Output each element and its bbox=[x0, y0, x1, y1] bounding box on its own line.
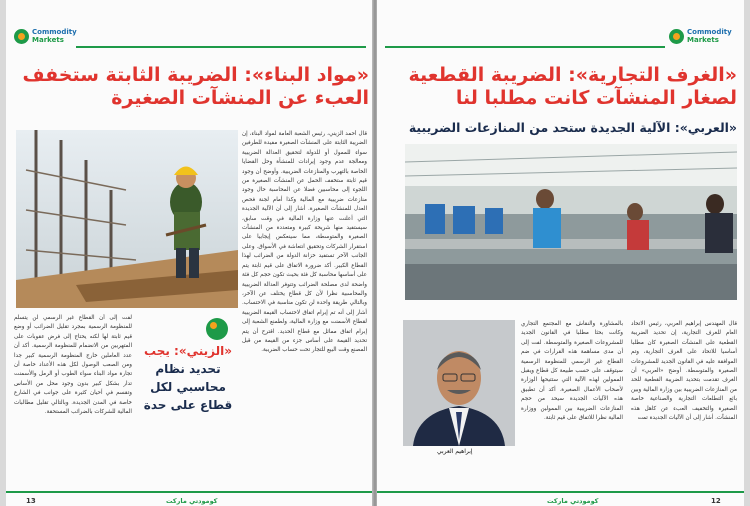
pull-quote bbox=[136, 342, 240, 414]
workshop-photo bbox=[405, 144, 737, 300]
article-column-left: بالمشاورة والنقاش مع المجتمع التجاري وكانت بحثا مطلبا في القانون الجديد للمشروعات الصغيرة والمتوسطة. لفت إلى أن مدى مساهمة هذه القرارات في ضم القطاع غير الرسمي للمنظومة الرسمية سيتوقف على حسب طبيعة كل قطاع ويقبل الممولين لهذه الآلية التي ستتيحها الوزارة لأصحاب الأعمال الصغيرة. أكد أن تطبيق هذه الآليات الجديدة سيحد من حجم المنازعات الضريبية بين الممولين ووزارة المالية نظرا للاتفاق على قيم ثابتة. bbox=[521, 321, 623, 422]
article-column-right: قال المهندس إبراهيم العربي، رئيس الاتحاد العام للغرف التجارية، إن تحديد الضريبة القطعية على المنشآت الصغيرة كان مطلبا أساسيا للاتحاد على الغرف التجارية، وتم الموافقة عليه في القانون الجديد للمشروعات الصغيرة والمتوسطة. أوضح «العربي» أن الغرف تقدمت بتحديد الضريبة القطعية للحد من المنازعات الضريبية بين وزارة المالية وبين بائع التطلعات التجارية والصناعية خاصة الصغيرة والتخفيف العبء عن كاهل هذه المنشآت. أشار إلى أن الآليات الجديدة تمت bbox=[631, 321, 737, 422]
article-column-left: لفت إلى أن القطاع غير الرسمي لن يتسلم للمنظومة الرسمية بمجرد تقليل الضرائب أو وضع قيم ثابتة لها لكنه يحتاج إلى فرض عقوبات على المتهربين من الانضمام للمنظومة الرسمية. أكد أن عدد العاملين خارج المنظومة الرسمية كبير جدا ومن الصعب الوصول لكل هذه الأعداد خاصة أن تجارة مواد البناء سواء الطوب أو الرمل والأسمنت تدار بشكل كبير بدون وجود محل من الأساس وتقسم في أحيان كثيرة على جوانب في الشارع خاصة في المدن الجديدة. وبالتالي تقليل مطالبات المالية للشركات بالضرائب المستحقة. bbox=[14, 315, 132, 416]
pull-quote-speaker: «الزيني»: يجب bbox=[144, 344, 232, 358]
portrait-caption: إبراهيم العربي bbox=[437, 448, 473, 455]
headline: «مواد البناء»: الضريبة الثابتة ستخفف العبء عن المنشآت الصغيرة bbox=[22, 64, 369, 109]
left-page bbox=[6, 0, 373, 506]
subheadline: «العربي»: الآلية الجديدة ستحد من المنازعات الضريبية bbox=[408, 120, 737, 135]
quote-gear-icon bbox=[206, 318, 228, 340]
brand-line1: Commodity bbox=[32, 28, 77, 36]
footer-brand: كومودتي ماركت bbox=[166, 497, 218, 505]
right-page bbox=[377, 0, 744, 506]
header-rule bbox=[385, 46, 665, 48]
footer-rule bbox=[6, 471, 373, 489]
page-number: 12 bbox=[711, 497, 721, 505]
gear-logo-icon bbox=[14, 29, 29, 44]
header-rule bbox=[76, 46, 366, 48]
page-number: 13 bbox=[26, 497, 36, 505]
footer-rule bbox=[377, 471, 744, 489]
footer-brand: كومودتي ماركت bbox=[547, 497, 599, 505]
headline: «الغرف التجارية»: الضريبة القطعية لصغار المنشآت كانت مطلبا لنا bbox=[408, 64, 737, 109]
construction-worker-photo bbox=[16, 130, 238, 308]
article-column-right: قال أحمد الزيني، رئيس الشعبة العامة لمواد البناء، إن الضريبة الثابتة على المنشآت الصغيرة مفيدة للطرفين سواء للممول أو للدولة لتحقيق العدالة الضريبية ومعالجة عدم وجود إيرادات للمنشأة وحل القضايا الخاصة بالتهرب والمنازعات الضريبية. وأوضح أن وجود قيم ثابتة ستخفف الحمل عن المنشآت الصغيرة من اللجوء إلى محاسبين فضلا عن المحاسبة حال وجود منازعات ضريبية مع المالية وكذا أمام لجنة فحص العدل للمنشآت الصغيرة. أشار إلى أن الآلية الجديدة التي أعلنت عنها وزارة المالية في وقت سابق، سيستفيد منها شريحة كبيرة ومتعددة من المنشآت الصغيرة والمتوسطة، مما سينعكس إيجابيا على استقرار الشركات وتحقيق انتعاشة في الأسواق. وعلى الجانب الآخر تستفيد خزانة الدولة من الضرائب لهذا القطاع الكبير. أكد ضرورة الاتفاق على قيم ثابتة يتم على أساسها محاسبة كل فئة بحيث تكون حجم كل فئة واضحة لدى مصلحة الضرائب وتتوفر العدالة الضريبية والمحاسبية نظرا لأن كل قطاع يختلف عن الآخر، وبالتالي طريقة واحدة لن تكون مناسبة في الاحتساب. أشار إلى أنه تم إبرام اتفاق لاحتساب القيمة الضريبية لقطاع الأسمنت مع وزارة المالية، ولطمنع الشعبة إلى إبرام اتفاق مماثل مع قطاع الحديد. اقترح أن يتم تحديد القيمة على أساس جزء من القيمة من قبل المصنع وقت البيع للتجار تحت حساب الضريبة. bbox=[242, 131, 367, 354]
brand-line2: Markets bbox=[32, 36, 64, 44]
brand-logo bbox=[14, 28, 77, 44]
brand-logo-right bbox=[669, 28, 732, 44]
brand-line2: Markets bbox=[687, 36, 719, 44]
portrait-photo bbox=[403, 320, 515, 446]
gear-logo-icon bbox=[669, 29, 684, 44]
brand-line1: Commodity bbox=[687, 28, 732, 36]
pull-quote-text: تحديد نظام محاسبي لكل قطاع على حدة bbox=[143, 362, 233, 412]
